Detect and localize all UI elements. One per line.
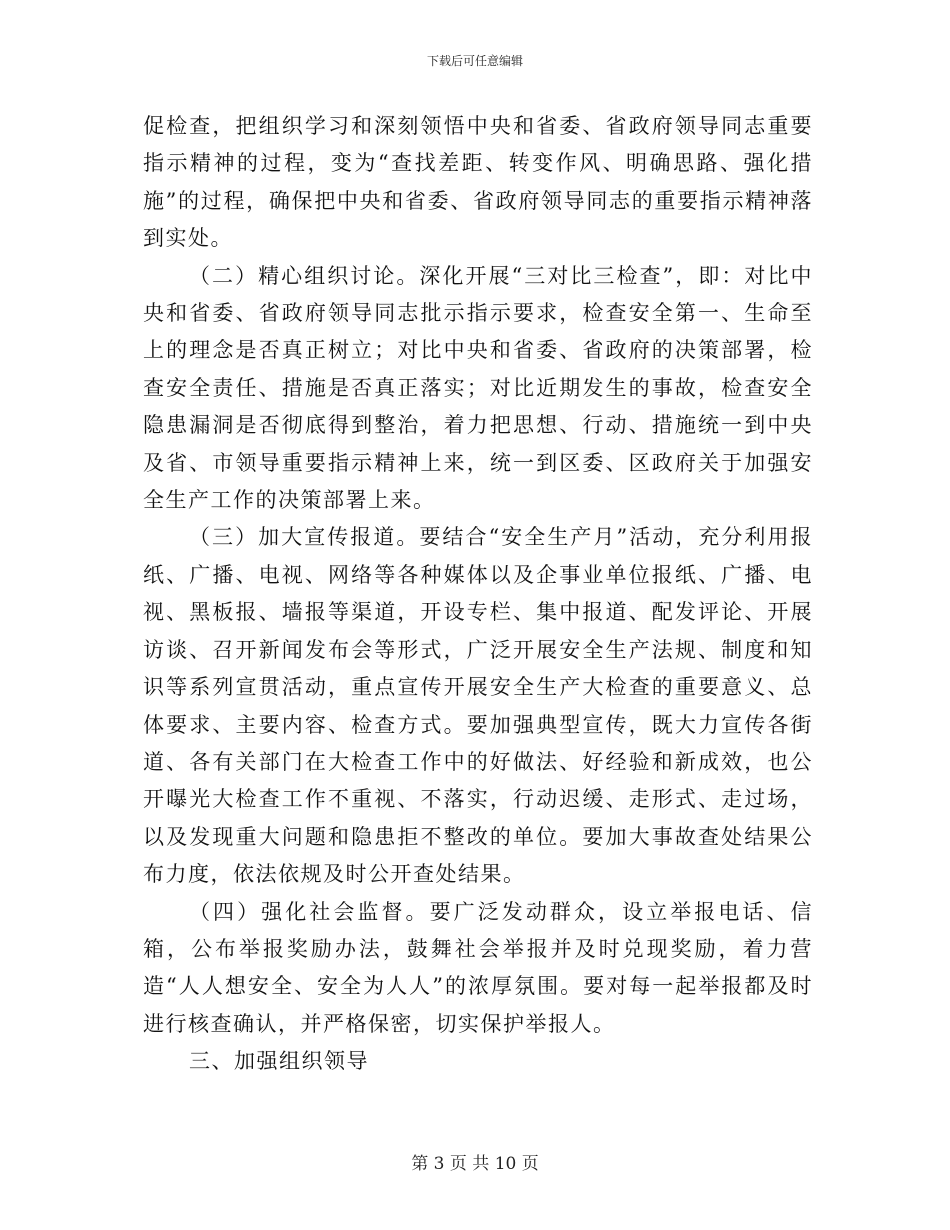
paragraph-publicity: （三）加大宣传报道。要结合“安全生产月”活动，充分利用报纸、广播、电视、网络等各种媒体以及企事业单位报纸、广播、电视、黑板报、墙报等渠道，开设专栏、集中报道、配发评论、开展访谈、召开新闻发布会等形式，广泛开展安全生产法规、制度和知识等系列宣贯活动，重点宣传开展安全生产大检查的重要意义、总体要求、主要内容、检查方式。要加强典型宣传，既大力宣传各街道、各有关部门在大检查工作中的好做法、好经验和新成效，也公开曝光大检查工作不重视、不落实，行动迟缓、走形式、走过场，以及发现重大问题和隐患拒不整改的单位。要加大事故查处结果公布力度，依法依规及时公开查处结果。 bbox=[143, 525, 813, 887]
section-heading: 三、加强组织领导 bbox=[189, 1049, 369, 1074]
page-number: 第 3 页 共 10 页 bbox=[411, 1154, 539, 1174]
document-body bbox=[143, 108, 813, 1081]
paragraph-discussion: （二）精心组织讨论。深化开展“三对比三检查”，即：对比中央和省委、省政府领导同志批示指示要求，检查安全第一、生命至上的理念是否真正树立；对比中央和省委、省政府的决策部署，检查安全责任、措施是否真正落实；对比近期发生的事故，检查安全隐患漏洞是否彻底得到整治，着力把思想、行动、措施统一到中央及省、市领导重要指示精神上来，统一到区委、区政府关于加强安全生产工作的决策部署上来。 bbox=[143, 263, 813, 513]
paragraph-supervision: （四）强化社会监督。要广泛发动群众，设立举报电话、信箱，公布举报奖励办法，鼓舞社会举报并及时兑现奖励，着力营造“人人想安全、安全为人人”的浓厚氛围。要对每一起举报都及时进行核查确认，并严格保密，切实保护举报人。 bbox=[143, 899, 813, 1036]
page-header: 下载后可任意编辑 bbox=[426, 54, 523, 68]
paragraph-continuation: 促检查，把组织学习和深刻领悟中央和省委、省政府领导同志重要指示精神的过程，变为“查找差距、转变作风、明确思路、强化措施”的过程，确保把中央和省委、省政府领导同志的重要指示精神落到实处。 bbox=[143, 114, 813, 251]
